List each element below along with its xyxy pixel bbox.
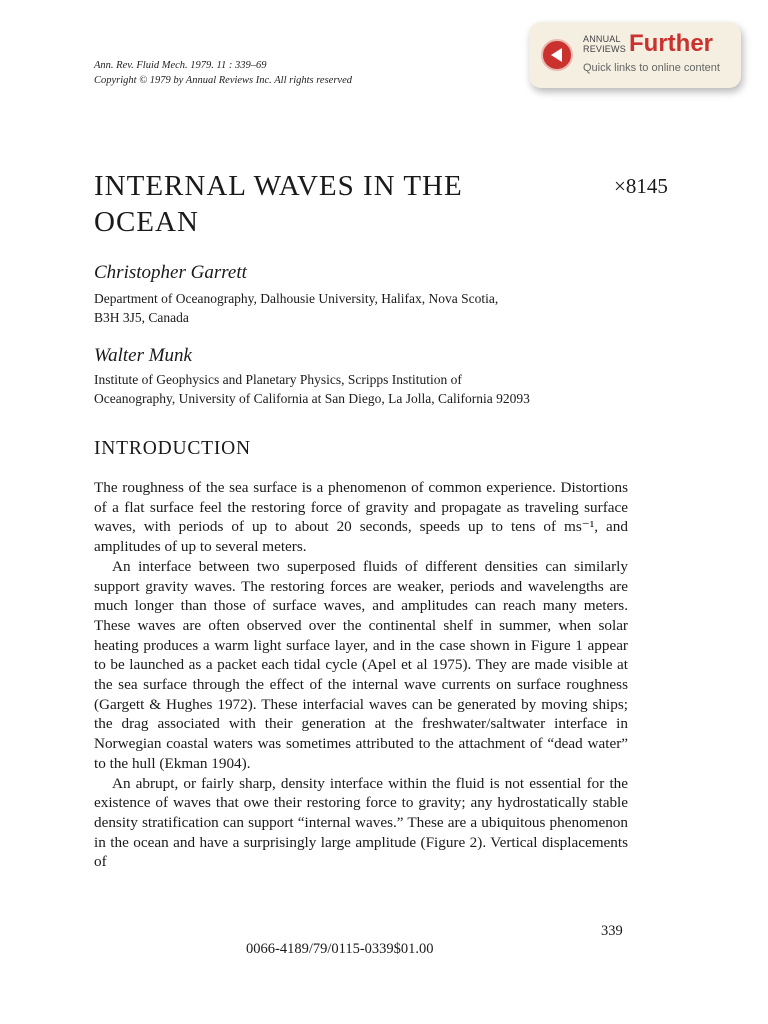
page-number: 339 [601, 923, 623, 939]
journal-reference [94, 58, 352, 88]
body-paragraph: An interface between two superposed fluids of different densities can similarly support gravity waves. The restoring forces are weaker, periods and wavelengths are much longer than those of surface waves, and amplitudes can reach many meters. These waves are often observed over the continental shelf in summer, when solar heating produces a warm light surface layer, and in the case shown in Figure 1 appear to be launched as a packet each tidal cycle (Apel et al 1975). They are made visible at the sea surface through the effect of the internal wave currents on surface roughness (Gargett & Hughes 1972). These interfacial waves can be generated by moving ships; the drag associated with their generation at the freshwater/saltwater interface in Norwegian coastal waters was sometimes attributed to the attachment of “dead water” to the hull (Ekman 1904). [94, 557, 628, 772]
author-affiliation [94, 370, 634, 408]
author-affiliation [94, 289, 634, 327]
further-label: Further [629, 30, 713, 57]
affiliation-line: Department of Oceanography, Dalhousie University, Halifax, Nova Scotia, [94, 291, 499, 306]
article-identifier: 0066-4189/79/0115-0339$01.00 [246, 941, 434, 957]
play-back-icon[interactable] [541, 39, 573, 71]
body-paragraph: An abrupt, or fairly sharp, density interface within the fluid is not essential for the existence of waves that owe their restoring force to gravity; any hydrostatically stable density stratification can support “internal waves.” These are a ubiquitous phenomenon in the ocean and have a surprisingly large amplitude (Figure 2). Vertical displacements of [94, 774, 628, 871]
section-heading: INTRODUCTION [94, 438, 251, 459]
affiliation-line: Oceanography, University of California at San Diego, La Jolla, California 92093 [94, 391, 530, 406]
article-title: INTERNAL WAVES IN THE OCEAN [94, 170, 463, 238]
affiliation-line: Institute of Geophysics and Planetary Physics, Scripps Institution of [94, 372, 462, 387]
journal-citation: Ann. Rev. Fluid Mech. 1979. 11 : 339–69 [94, 60, 267, 71]
author-name: Christopher Garrett [94, 262, 247, 283]
article-code: ×8145 [614, 174, 668, 198]
body-paragraph: The roughness of the sea surface is a phenomenon of common experience. Distortions of a flat surface feel the restoring force of gravity and propagate as traveling surface waves, with periods of up to about 20 seconds, speeds up to tens of ms⁻¹, and amplitudes of up to several meters. [94, 479, 628, 556]
article-body [94, 478, 628, 872]
further-tagline: Quick links to online content [583, 62, 720, 74]
annual-reviews-label: ANNUAL REVIEWS [583, 34, 626, 54]
copyright-notice: Copyright © 1979 by Annual Reviews Inc. All rights reserved [94, 75, 352, 86]
affiliation-line: B3H 3J5, Canada [94, 310, 189, 325]
author-name: Walter Munk [94, 345, 192, 366]
annual-reviews-further-badge[interactable] [529, 22, 741, 88]
